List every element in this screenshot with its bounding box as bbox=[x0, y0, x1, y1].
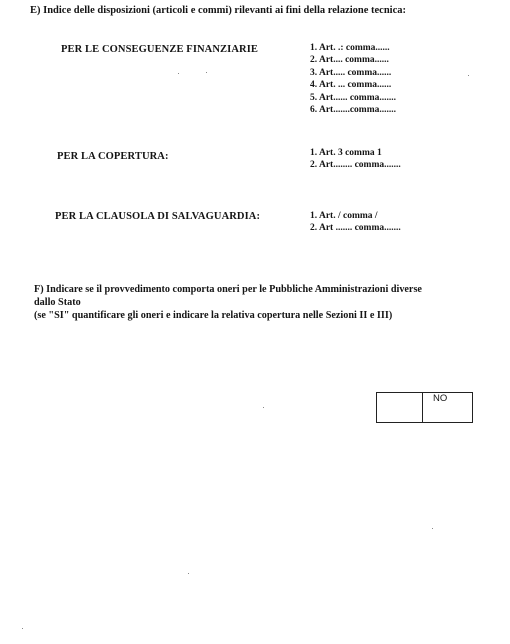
list-item: 1. Art. 3 comma 1 bbox=[310, 148, 382, 158]
group-label-conseguenze-finanziarie: PER LE CONSEGUENZE FINANZIARIE bbox=[61, 44, 258, 55]
list-item: 1. Art. / comma / bbox=[310, 211, 378, 221]
scan-speck bbox=[263, 407, 264, 408]
section-f-line-3: (se "SI" quantificare gli oneri e indicare la relativa copertura nelle Sezioni II e III) bbox=[34, 310, 393, 321]
conseguenze-finanziarie-list bbox=[310, 42, 396, 116]
list-item: 2. Art........ comma....... bbox=[310, 160, 401, 171]
list-item: 3. Art..... comma...... bbox=[310, 67, 392, 78]
scan-speck bbox=[206, 72, 207, 73]
no-cell-text: NO bbox=[433, 393, 448, 404]
group-label-clausola-salvaguardia: PER LA CLAUSOLA DI SALVAGUARDIA: bbox=[55, 211, 261, 222]
group-label-copertura: PER LA COPERTURA: bbox=[57, 151, 169, 162]
scan-speck bbox=[188, 573, 189, 574]
list-item: 4. Art. ... comma...... bbox=[310, 80, 392, 91]
clausola-salvaguardia-list bbox=[310, 210, 401, 235]
scan-speck bbox=[432, 528, 433, 529]
scan-speck bbox=[178, 73, 179, 74]
copertura-list bbox=[310, 147, 401, 172]
section-f-line-2: dallo Stato bbox=[34, 297, 81, 308]
list-item: 5. Art...... comma....... bbox=[310, 92, 397, 103]
section-e-heading: E) Indice delle disposizioni (articoli e commi) rilevanti ai fini della relazione tecnica: bbox=[30, 5, 407, 16]
section-f-line-1: F) Indicare se il provvedimento comporta oneri per le Pubbliche Amministrazioni diverse bbox=[34, 284, 422, 295]
list-item: 2. Art ....... comma....... bbox=[310, 223, 401, 234]
list-item: 6. Art.......comma....... bbox=[310, 105, 397, 116]
list-item: 1. Art. .: comma...... bbox=[310, 43, 390, 53]
scan-speck bbox=[468, 75, 469, 76]
scan-speck bbox=[22, 628, 23, 629]
si-cell[interactable] bbox=[376, 392, 423, 423]
list-item: 2. Art.... comma...... bbox=[310, 55, 389, 66]
